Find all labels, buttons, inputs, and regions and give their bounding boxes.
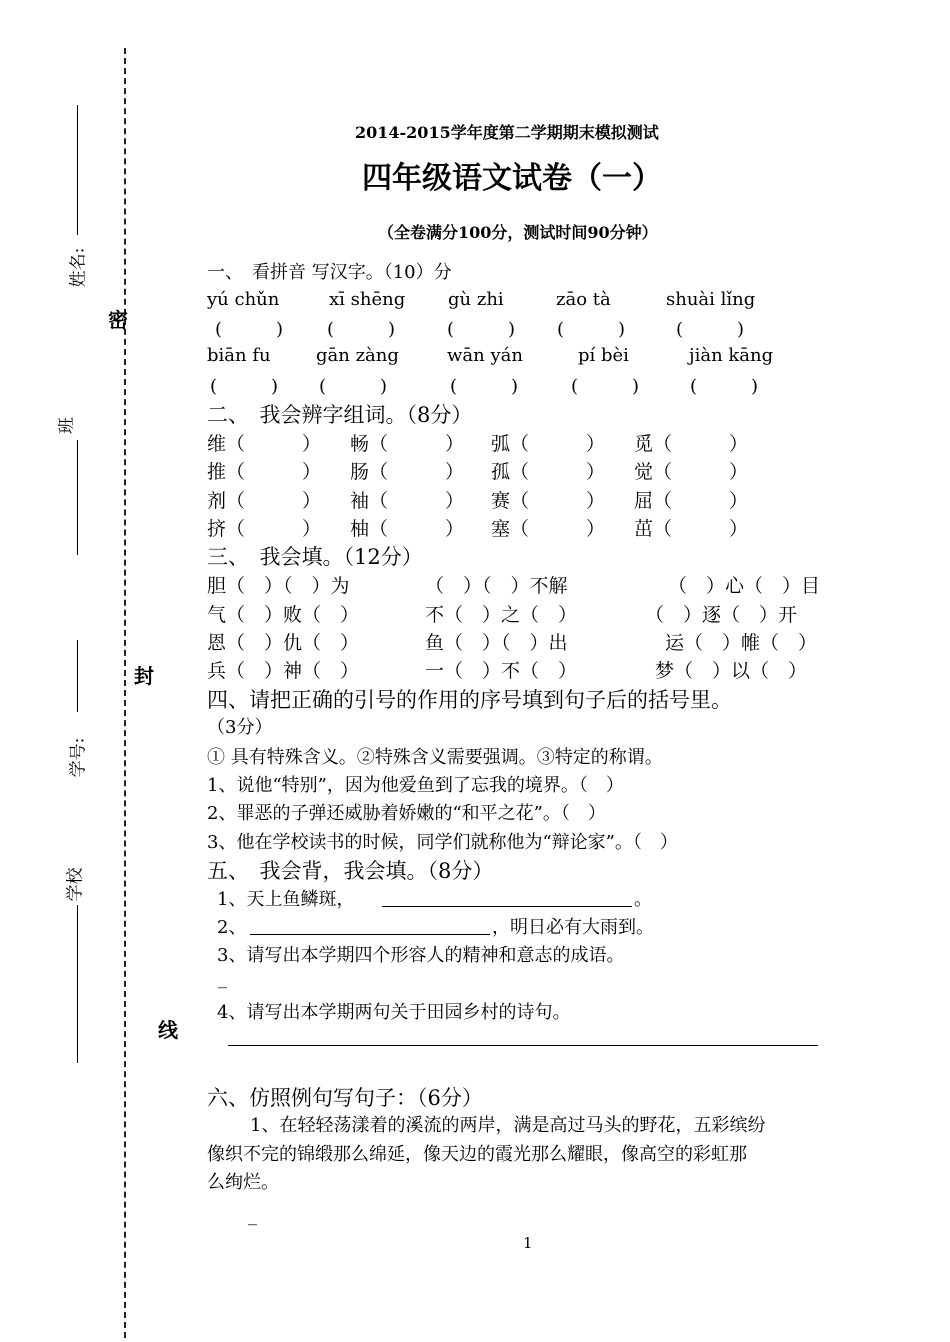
student-id-blank-line <box>77 640 78 712</box>
answer-paren[interactable]: ( ) <box>327 319 396 340</box>
question-item: 1、说他“特别”，因为他爱鱼到了忘我的境界。（ ） <box>207 775 624 796</box>
answer-blank-line[interactable] <box>250 934 490 935</box>
pinyin-7: gān zàng <box>316 345 399 366</box>
answer-paren[interactable]: ( ) <box>215 319 284 340</box>
idiom-item: 恩（ ）仇（ ） <box>207 632 360 654</box>
section-6-heading: 六、仿照例句写句子：（6分） <box>207 1086 483 1110</box>
answer-blank-line[interactable] <box>382 906 632 907</box>
word-item: 畅（ ） <box>350 433 465 455</box>
idiom-item: 兵（ ）神（ ） <box>207 660 360 682</box>
class-label: 班 <box>57 417 77 434</box>
idiom-item: （ ）（ ）不解 <box>425 575 568 597</box>
pinyin-1: yú chǔn <box>207 289 280 310</box>
section-2-heading: 二、 我会辨字组词。（8分） <box>207 403 473 427</box>
idiom-item: 梦（ ）以（ ） <box>655 660 808 682</box>
idiom-item: 鱼（ ）（ ）出 <box>425 632 568 654</box>
section-4-heading: 四、请把正确的引号的作用的序号填到句子后的括号里。 <box>207 688 732 712</box>
pinyin-9: pí bèi <box>578 345 629 366</box>
word-item: 维（ ） <box>207 433 322 455</box>
quote-options: ① 具有特殊含义。②特殊含义需要强调。③特定的称谓。 <box>207 747 663 768</box>
recite-item-2: 2、 <box>217 917 247 938</box>
word-item: 挤（ ） <box>207 518 322 540</box>
pinyin-4: zāo tà <box>556 289 611 310</box>
question-item: 2、罪恶的子弹还威胁着娇嫩的“和平之花”。（ ） <box>207 803 606 824</box>
example-sentence-line: 1、在轻轻荡漾着的溪流的两岸，满是高过马头的野花，五彩缤纷 <box>250 1115 766 1136</box>
word-item: 推（ ） <box>207 461 322 483</box>
pinyin-3: gù zhi <box>448 289 504 310</box>
section-5-heading: 五、 我会背，我会填。（8分） <box>207 859 494 883</box>
recite-item-3: 3、请写出本学期四个形容人的精神和意志的成语。 <box>217 945 625 966</box>
pinyin-8: wān yán <box>447 345 523 366</box>
answer-paren[interactable]: ( ) <box>210 376 279 397</box>
school-label: 学校 <box>65 867 86 902</box>
exam-subtitle: （全卷满分100分，测试时间90分钟） <box>378 223 658 242</box>
word-item: 肠（ ） <box>350 461 465 483</box>
word-item: 塞（ ） <box>491 518 606 540</box>
word-item: 袖（ ） <box>350 490 465 512</box>
answer-blank-line[interactable] <box>228 1045 818 1046</box>
answer-paren[interactable]: ( ) <box>557 319 626 340</box>
recite-item-4: 4、请写出本学期两句关于田园乡村的诗句。 <box>217 1002 571 1023</box>
word-item: 赛（ ） <box>491 490 606 512</box>
idiom-item: 气（ ）败（ ） <box>207 604 360 626</box>
idiom-item: （ ）逐（ ）开 <box>645 604 798 626</box>
pinyin-6: biān fu <box>207 345 271 366</box>
example-sentence-line: 像织不完的锦缎那么绵延，像天边的霞光那么耀眼，像高空的彩虹那 <box>207 1144 747 1165</box>
word-item: 柚（ ） <box>350 518 465 540</box>
answer-blank-mark[interactable]: _ <box>248 1205 257 1226</box>
recite-item-1: 1、天上鱼鳞斑， <box>217 889 355 910</box>
recite-item-1-end: 。 <box>634 889 652 910</box>
idiom-item: （ ）心（ ）目 <box>668 575 821 597</box>
pinyin-10: jiàn kāng <box>689 345 774 366</box>
idiom-item: 运（ ）帷（ ） <box>665 632 818 654</box>
page-title: 四年级语文试卷（一） <box>362 161 662 196</box>
pinyin-2: xī shēng <box>329 289 406 310</box>
answer-paren[interactable]: ( ) <box>447 319 516 340</box>
word-item: 觅（ ） <box>634 433 749 455</box>
seal-mi: 密 <box>108 308 128 332</box>
idiom-item: 胆（ ）（ ）为 <box>207 575 350 597</box>
answer-paren[interactable]: ( ) <box>319 376 388 397</box>
answer-paren[interactable]: ( ) <box>571 376 640 397</box>
answer-paren[interactable]: ( ) <box>676 319 745 340</box>
word-item: 剂（ ） <box>207 490 322 512</box>
answer-paren[interactable]: ( ) <box>690 376 759 397</box>
class-blank-line <box>77 440 78 555</box>
name-label: 姓名: <box>68 247 89 288</box>
question-item: 3、他在学校读书的时候，同学们就称他为“辩论家”。（ ） <box>207 832 678 853</box>
exam-year-line: 2014-2015学年度第二学期期末模拟测试 <box>355 123 659 142</box>
recite-item-2-end: ，明日必有大雨到。 <box>492 917 654 938</box>
student-id-label: 学号: <box>68 737 89 778</box>
name-blank-line <box>77 105 78 235</box>
section-4-score: （3分） <box>207 717 273 738</box>
answer-paren[interactable]: ( ) <box>450 376 519 397</box>
binding-dashed-line <box>124 48 126 1338</box>
answer-blank-mark[interactable]: _ <box>218 968 227 989</box>
word-item: 屈（ ） <box>634 490 749 512</box>
section-1-heading: 一、 看拼音 写汉字。（10）分 <box>207 262 452 283</box>
example-sentence-line: 么绚烂。 <box>207 1172 279 1193</box>
section-3-heading: 三、 我会填。（12分） <box>207 545 423 569</box>
pinyin-5: shuài lǐng <box>666 289 756 310</box>
word-item: 弧（ ） <box>491 433 606 455</box>
word-item: 孤（ ） <box>491 461 606 483</box>
seal-xian: 线 <box>158 1018 178 1042</box>
seal-feng: 封 <box>134 664 154 688</box>
idiom-item: 不（ ）之（ ） <box>425 604 578 626</box>
word-item: 茁（ ） <box>634 518 749 540</box>
idiom-item: 一（ ）不（ ） <box>425 660 578 682</box>
word-item: 觉（ ） <box>634 461 749 483</box>
school-blank-line <box>77 905 78 1063</box>
page-number: 1 <box>523 1234 533 1252</box>
